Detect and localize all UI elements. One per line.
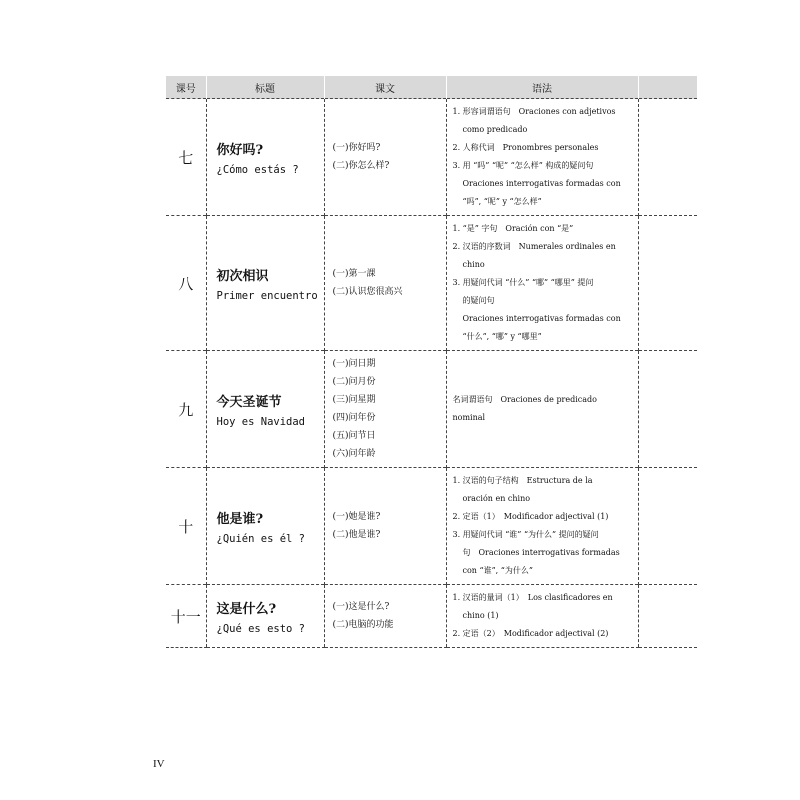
lesson-text-item: (五)问节日 — [332, 431, 376, 441]
grammar-point-continuation: 的疑问句 — [462, 296, 495, 305]
grammar-point: 2. 汉语的序数词 Numerales ordinales en — [452, 242, 616, 251]
lesson-title-spanish: ¿Qué es esto ? — [216, 622, 306, 635]
lesson-number: 八 — [166, 216, 206, 351]
grammar-point: nominal — [452, 413, 486, 422]
header-title: 标题 — [206, 76, 324, 99]
lesson-texts — [324, 585, 446, 648]
grammar-point: 1. 汉语的句子结构 Estructura de la — [452, 476, 593, 485]
table-row — [166, 216, 697, 351]
lesson-text-item: (一)你好吗? — [332, 143, 381, 153]
header-grammar: 语法 — [446, 76, 638, 99]
lesson-text-item: (六)问年龄 — [332, 449, 376, 459]
lesson-number: 十一 — [166, 585, 206, 648]
lesson-texts — [324, 216, 446, 351]
table-row — [166, 585, 697, 648]
header-lesson-number: 课号 — [166, 76, 206, 99]
grammar-point-continuation: Oraciones interrogativas formadas con — [462, 314, 621, 323]
lesson-text-item: (二)问月份 — [332, 377, 376, 387]
lesson-title-chinese: 你好吗? — [216, 142, 264, 158]
lesson-title-chinese: 他是谁? — [216, 511, 264, 527]
grammar-point: 1. 汉语的量词（1） Los clasificadores en — [452, 593, 613, 602]
lesson-number: 七 — [166, 99, 206, 216]
lesson-text-item: (一)这是什么? — [332, 602, 390, 612]
table-header-row — [166, 76, 697, 99]
table-row — [166, 468, 697, 585]
grammar-point: 2. 定语（2） Modificador adjectival (2) — [452, 629, 609, 638]
lesson-texts — [324, 351, 446, 468]
lesson-texts — [324, 99, 446, 216]
grammar-point: 3. 用疑问代词 “谁” “为什么” 提问的疑问 — [452, 530, 599, 539]
grammar-point-continuation: chino — [462, 260, 485, 269]
lesson-text-item: (一)她是谁? — [332, 512, 381, 522]
lesson-title-spanish: ¿Cómo estás ? — [216, 163, 299, 176]
lesson-text-item: (二)认识您很高兴 — [332, 287, 403, 297]
grammar-point: 名词谓语句 Oraciones de predicado — [452, 395, 597, 404]
grammar-point-continuation: 句 Oraciones interrogativas formadas — [462, 548, 620, 557]
lesson-title — [206, 468, 324, 585]
lesson-text-item: (二)他是谁? — [332, 530, 381, 540]
grammar-point-continuation: “什么”, “哪” y “哪里” — [462, 332, 542, 341]
lesson-title — [206, 351, 324, 468]
lesson-text-item: (一)第一課 — [332, 269, 376, 279]
grammar-point: 1. “是” 字句 Oración con “是” — [452, 224, 574, 233]
lesson-text-item: (一)问日期 — [332, 359, 376, 369]
grammar-point-continuation: oración en chino — [462, 494, 531, 503]
lesson-title-spanish: Primer encuentro — [216, 289, 318, 302]
lesson-title — [206, 585, 324, 648]
table-row — [166, 99, 697, 216]
lesson-text-item: (四)问年份 — [332, 413, 376, 423]
empty-cell — [638, 99, 697, 216]
grammar-point-continuation: con “谁”, “为什么” — [462, 566, 533, 575]
page-number: IV — [153, 758, 165, 770]
lesson-grammar — [446, 99, 638, 216]
lesson-grammar — [446, 585, 638, 648]
lesson-title — [206, 99, 324, 216]
lesson-grammar — [446, 351, 638, 468]
lesson-number: 十 — [166, 468, 206, 585]
grammar-point-continuation: chino (1) — [462, 611, 499, 620]
grammar-point: 2. 定语（1） Modificador adjectival (1) — [452, 512, 609, 521]
lesson-table — [166, 76, 697, 648]
grammar-point: 3. 用疑问代词 “什么” “哪” “哪里” 提问 — [452, 278, 594, 287]
lesson-title-chinese: 初次相识 — [216, 268, 269, 284]
grammar-point: 2. 人称代词 Pronombres personales — [452, 143, 599, 152]
lesson-title-spanish: Hoy es Navidad — [216, 415, 306, 428]
empty-cell — [638, 468, 697, 585]
lesson-grammar — [446, 468, 638, 585]
grammar-point: 1. 形容词谓语句 Oraciones con adjetivos — [452, 107, 616, 116]
header-empty — [638, 76, 697, 99]
empty-cell — [638, 585, 697, 648]
grammar-point-continuation: como predicado — [462, 125, 528, 134]
grammar-point: 3. 用 “吗” “呢” “怎么样” 构成的疑问句 — [452, 161, 594, 170]
lesson-grammar — [446, 216, 638, 351]
lesson-title — [206, 216, 324, 351]
lesson-title-chinese: 这是什么? — [216, 601, 277, 617]
empty-cell — [638, 216, 697, 351]
header-text: 课文 — [324, 76, 446, 99]
lesson-text-item: (二)你怎么样? — [332, 161, 390, 171]
grammar-point-continuation: Oraciones interrogativas formadas con — [462, 179, 621, 188]
table-row — [166, 351, 697, 468]
lesson-text-item: (三)问星期 — [332, 395, 376, 405]
empty-cell — [638, 351, 697, 468]
lesson-title-chinese: 今天圣诞节 — [216, 394, 282, 410]
lesson-texts — [324, 468, 446, 585]
grammar-point-continuation: “吗”, “呢” y “怎么样” — [462, 197, 542, 206]
lesson-text-item: (二)电脑的功能 — [332, 620, 394, 630]
lesson-title-spanish: ¿Quién es él ? — [216, 532, 306, 545]
lesson-number: 九 — [166, 351, 206, 468]
